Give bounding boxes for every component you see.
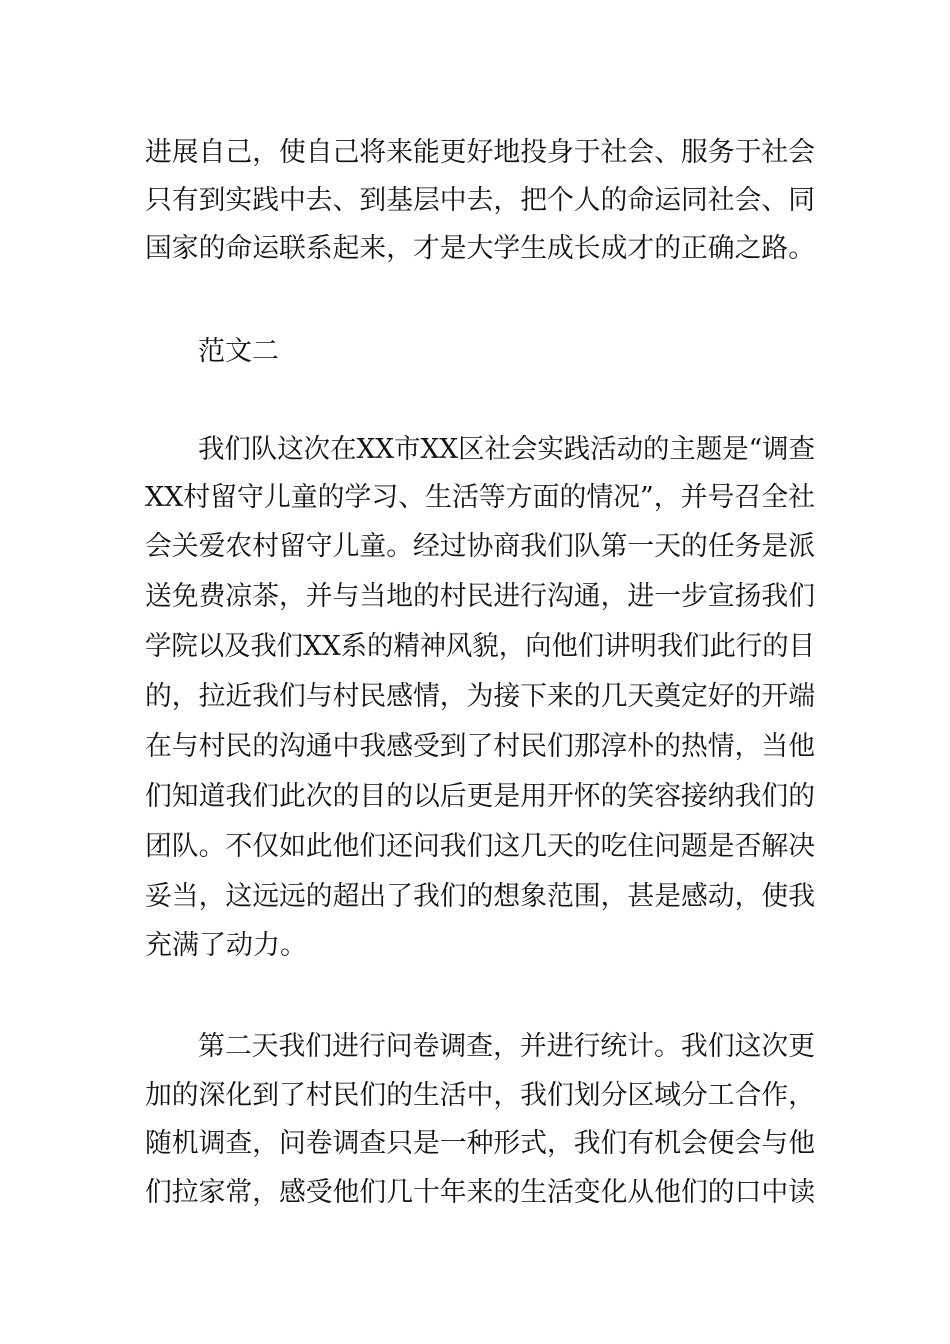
text-line: 妥当，这远远的超出了我们的想象范围，甚是感动，使我 [145,881,816,912]
text-line: 们知道我们此次的目的以后更是用开怀的笑容接纳我们的 [145,781,816,812]
text-line: 只有到实践中去、到基层中去，把个人的命运同社会、同 [145,185,816,216]
text-line: 团队。不仅如此他们还问我们这几天的吃住问题是否解决 [145,831,816,862]
text-line: 随机调查，问卷调查只是一种形式，我们有机会便会与他 [145,1128,816,1159]
text-line: 学院以及我们XX系的精神风貌，向他们讲明我们此行的目 [145,631,815,662]
text-line: 们拉家常，感受他们几十年来的生活变化从他们的口中读 [145,1177,816,1208]
text-line: XX村留守儿童的学习、生活等方面的情况”，并号召全社 [145,482,816,513]
text-line: 充满了动力。 [145,930,307,961]
text-line: 进展自己，使自己将来能更好地投身于社会、服务于社会 [145,137,816,168]
text-line: 我们队这次在XX市XX区社会实践活动的主题是“调查 [198,434,816,465]
text-line: 第二天我们进行问卷调查，并进行统计。我们这次更 [198,1031,816,1062]
text-line: 会关爱农村留守儿童。经过协商我们队第一天的任务是派 [145,531,816,562]
text-line: 国家的命运联系起来，才是大学生成长成才的正确之路。 [145,233,816,264]
text-line: 的，拉近我们与村民感情，为接下来的几天奠定好的开端 [145,681,816,712]
section-heading: 范文二 [198,336,279,367]
text-line: 加的深化到了村民们的生活中，我们划分区域分工合作， [145,1080,816,1111]
text-line: 送免费凉茶，并与当地的村民进行沟通，进一步宣扬我们 [145,581,816,612]
text-line: 在与村民的沟通中我感受到了村民们那淳朴的热情，当他 [145,731,816,762]
